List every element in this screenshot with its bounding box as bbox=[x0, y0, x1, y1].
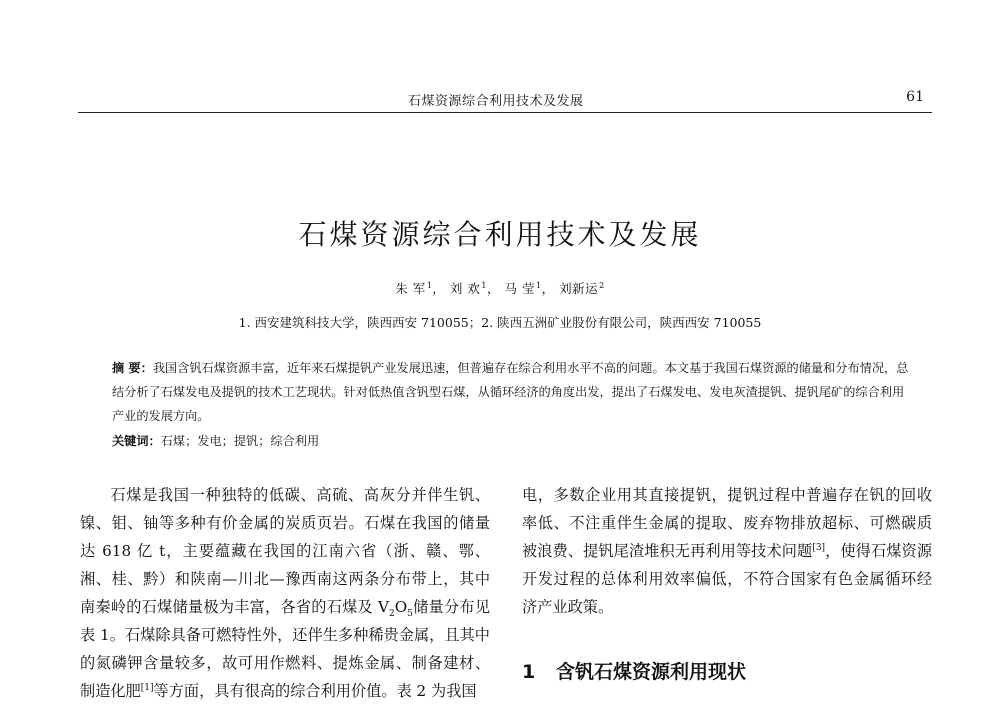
reference-citation[interactable]: [1] bbox=[140, 682, 154, 693]
author-separator: ， bbox=[541, 281, 555, 296]
abstract-label: 摘 要： bbox=[112, 361, 153, 375]
author-name-2: 刘 欢 bbox=[449, 281, 481, 296]
section-heading bbox=[522, 657, 932, 684]
subscript: 5 bbox=[407, 609, 413, 620]
author-affiliation-3: 1 bbox=[535, 280, 542, 290]
running-header bbox=[78, 88, 932, 113]
page-number: 61 bbox=[906, 89, 924, 105]
keywords bbox=[112, 429, 912, 453]
body-paragraph bbox=[522, 481, 932, 621]
author-name-1: 朱 军 bbox=[395, 281, 426, 296]
author-affiliation-2: 1 bbox=[481, 280, 487, 290]
subscript: 2 bbox=[388, 609, 395, 620]
author-separator: ， bbox=[486, 281, 500, 296]
section-number: 1 bbox=[522, 661, 536, 683]
affiliations: 1. 西安建筑科技大学，陕西西安 710055；2. 陕西五洲矿业股份有限公司，陕西西安 710055 bbox=[238, 315, 762, 330]
abstract bbox=[112, 356, 912, 428]
article-title: 石煤资源综合利用技术及发展 bbox=[298, 217, 702, 251]
body-text: 等方面，具有很高的综合利用价值。表 2 为我国 bbox=[153, 682, 477, 700]
body-text: O bbox=[394, 598, 408, 616]
author-list bbox=[0, 279, 1000, 297]
body-text: 石煤是我国一种独特的低碳、高硫、高灰分并伴生钒、镍、钼、铀等多种有价金属的炭质页岩。石煤在我国的储量达 618 亿 t，主要蕴藏在我国的江南六省（浙、赣、鄂、湘、桂、黔）和陕南—川北—豫西南这两条分布带上，其中南秦岭的石煤储量极为丰富，各省的石煤及 V bbox=[80, 486, 490, 616]
author-affiliation-4: 2 bbox=[599, 280, 605, 290]
author-name-3: 马 莹 bbox=[504, 281, 535, 296]
reference-citation[interactable]: [3] bbox=[812, 542, 826, 553]
author-name-4: 刘新运 bbox=[559, 281, 599, 296]
body-left-column bbox=[80, 481, 490, 705]
author-separator: ， bbox=[432, 281, 446, 296]
author-affiliation-1: 1 bbox=[426, 280, 433, 290]
section-title: 含钒石煤资源利用现状 bbox=[556, 661, 747, 683]
body-text: ，使得石煤资源开发过程的总体利用效率偏低，不符合国家有色金属循环经济产业政策。 bbox=[522, 542, 933, 616]
abstract-text: 我国含钒石煤资源丰富，近年来石煤提钒产业发展迅速，但普遍存在综合利用水平不高的问题。本文基于我国石煤资源的储量和分布情况，总结分析了石煤发电及提钒的技术工艺现状。针对低热值含钒型石煤，从循环经济的角度出发，提出了石煤发电、发电灰渣提钒、提钒尾矿的综合利用产业的发展方向。 bbox=[112, 361, 909, 423]
running-title: 石煤资源综合利用技术及发展 bbox=[408, 94, 584, 109]
body-right-column bbox=[522, 481, 932, 621]
keywords-text: 石煤；发电；提钒；综合利用 bbox=[160, 434, 320, 448]
body-text: 电，多数企业用其直接提钒，提钒过程中普遍存在钒的回收率低、不注重伴生金属的提取、废弃物排放超标、可燃碳质被浪费、提钒尾渣堆积无再利用等技术问题 bbox=[522, 486, 932, 560]
body-paragraph bbox=[80, 481, 490, 705]
keywords-label: 关键词： bbox=[112, 434, 161, 448]
body-text: 储量分布见表 1。石煤除具备可燃特性外，还伴生多种稀贵金属，且其中的氮磷钾含量较多，故可用作燃料、提炼金属、制备建材、制造化肥 bbox=[80, 598, 491, 700]
